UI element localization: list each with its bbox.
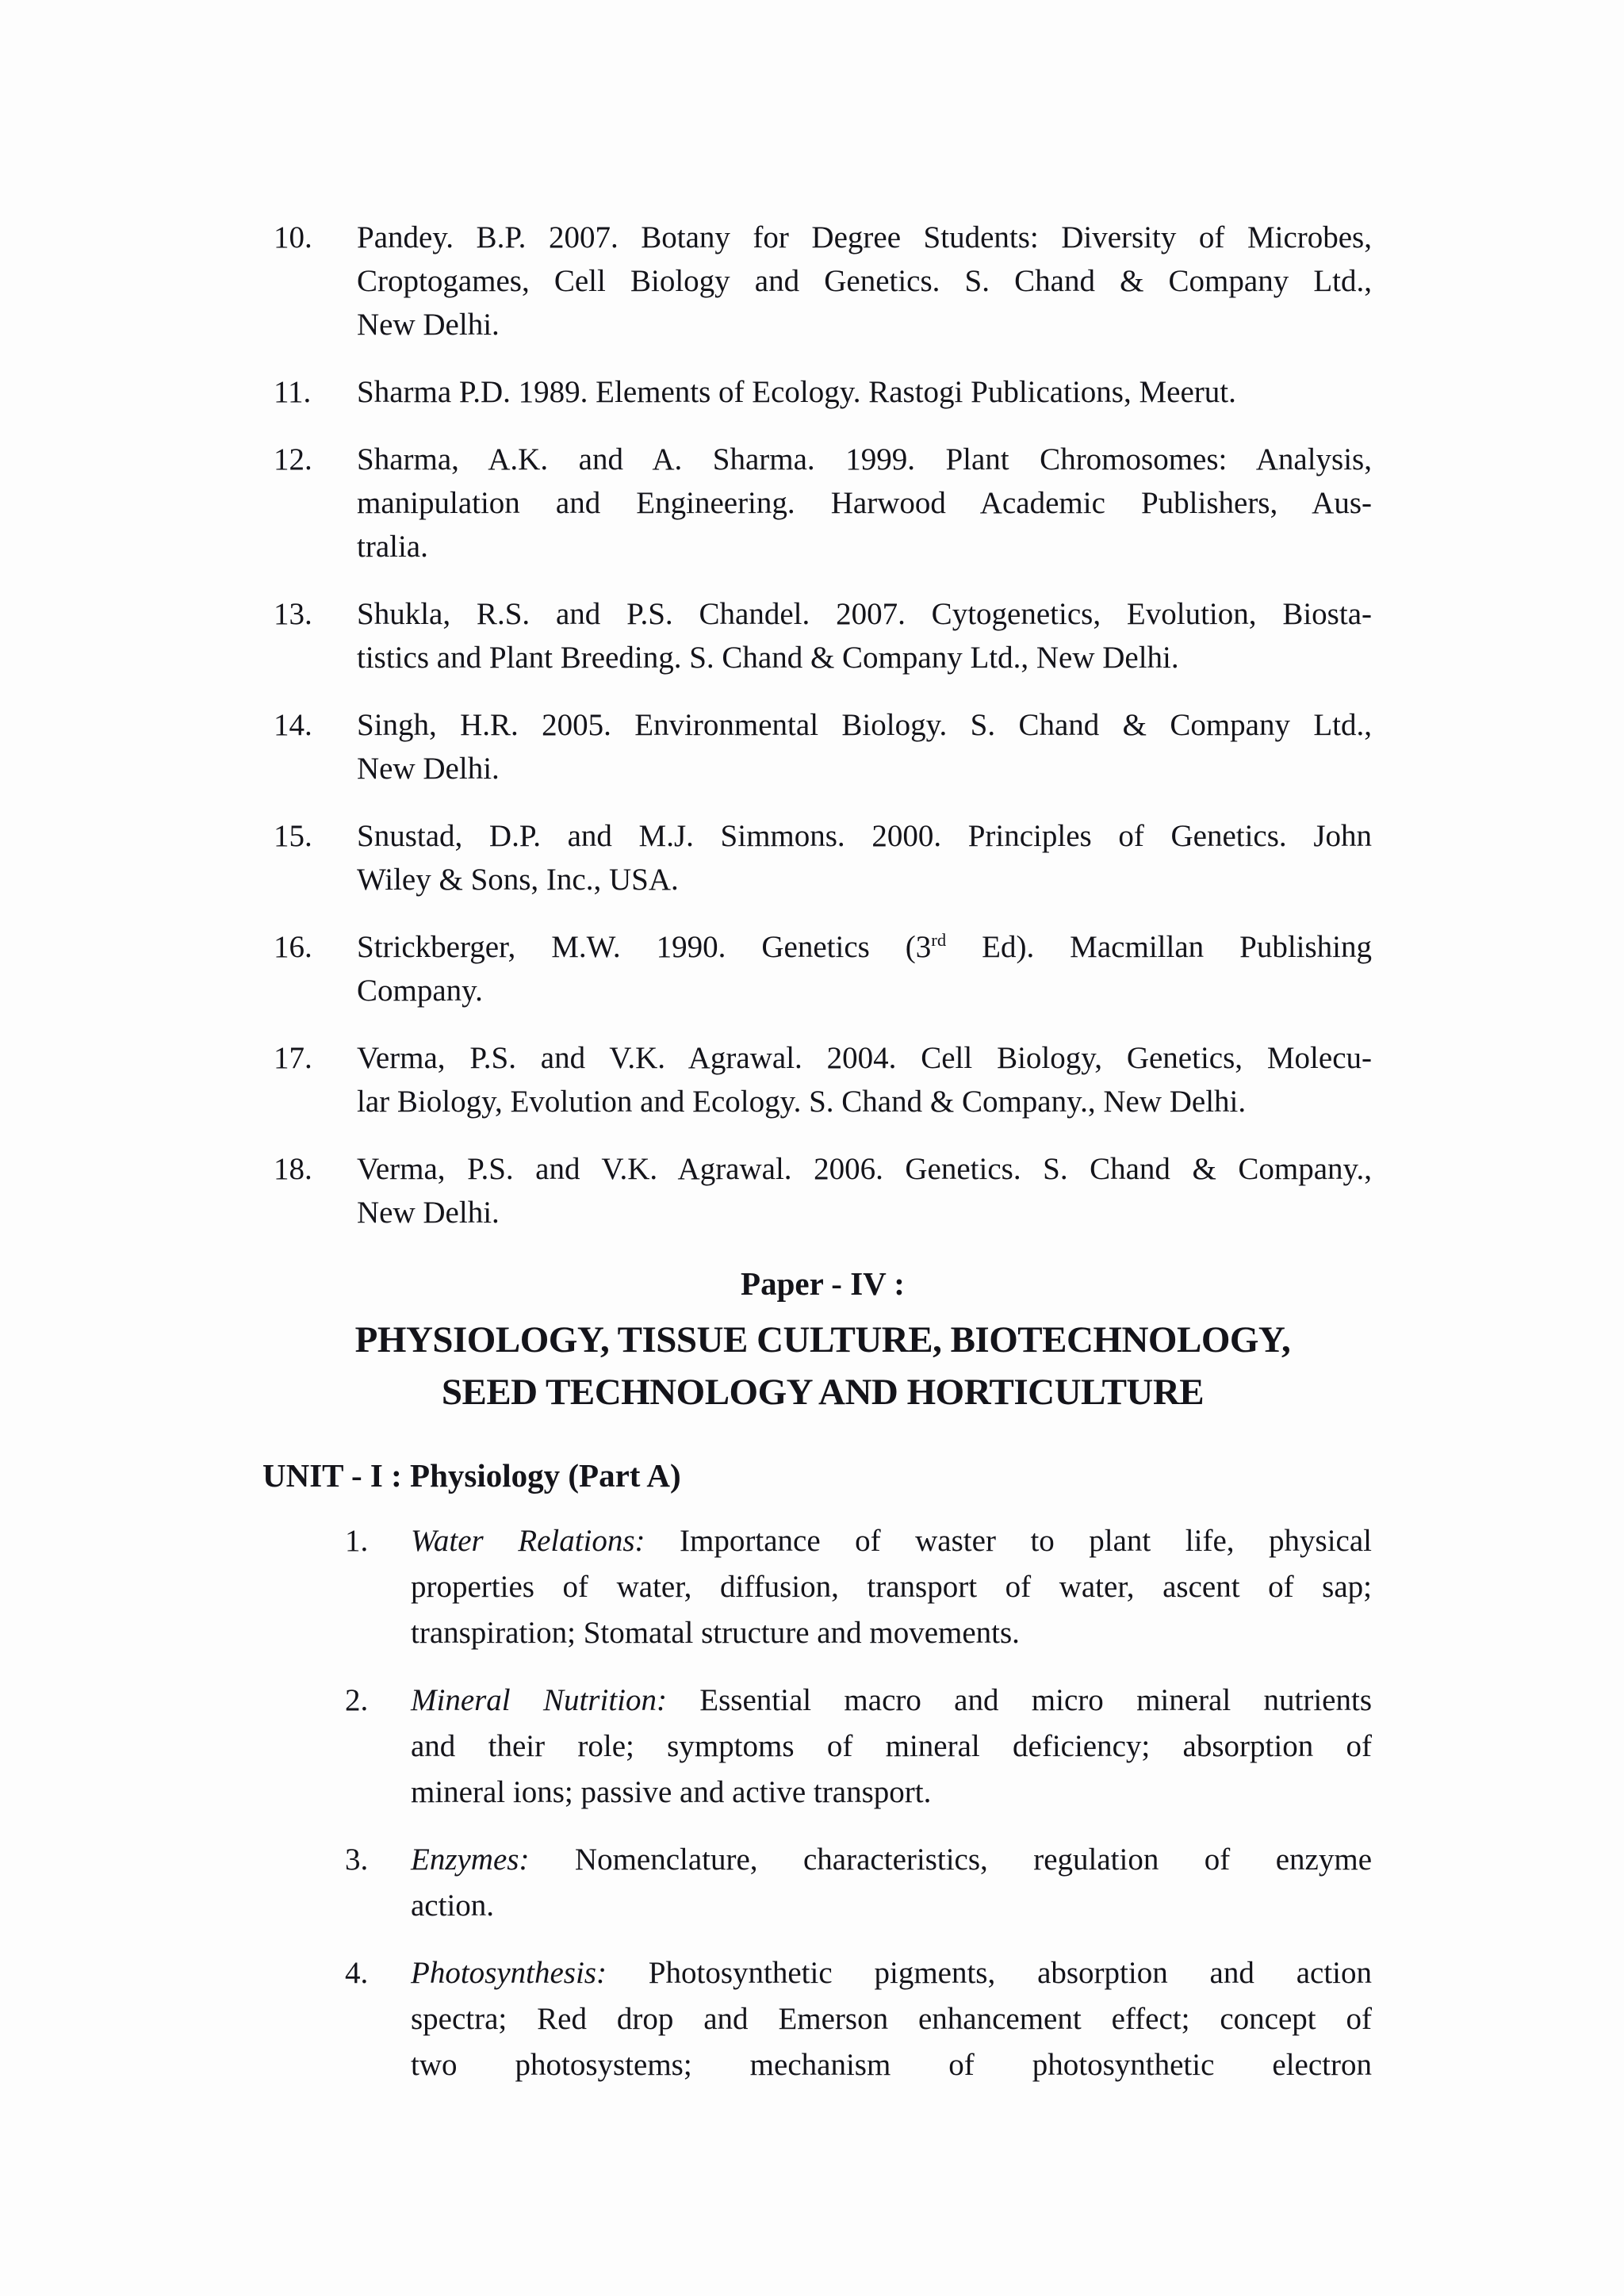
reference-text: [357, 592, 1372, 679]
reference-line: New Delhi.: [357, 752, 500, 786]
topic-text: [411, 1950, 1372, 2088]
paper-title-line: PHYSIOLOGY, TISSUE CULTURE, BIOTECHNOLOGY,: [354, 1319, 1291, 1360]
reference-line-segment: Ed). Macmillan Publishing: [946, 930, 1372, 964]
topic-line: two photosystems; mechanism of photosynthetic electron: [411, 2048, 1372, 2082]
topic-lead: Enzymes:: [411, 1843, 530, 1877]
reference-text: [357, 438, 1372, 568]
topic-text: [411, 1837, 1372, 1929]
reference-line: Sharma P.D. 1989. Elements of Ecology. Rastogi Publications, Meerut.: [357, 375, 1236, 409]
reference-number: 12.: [274, 442, 312, 476]
reference-line: New Delhi.: [357, 308, 500, 342]
topic-line: spectra; Red drop and Emerson enhancement effect; concept of: [411, 2002, 1372, 2036]
paper-heading: Paper - IV :: [741, 1265, 905, 1302]
topic-lead: Mineral Nutrition:: [411, 1683, 667, 1717]
topic-line: properties of water, diffusion, transport of water, ascent of sap;: [411, 1570, 1372, 1604]
reference-text: [357, 1147, 1372, 1234]
reference-line: manipulation and Engineering. Harwood Academic Publishers, Aus-: [357, 486, 1372, 520]
topic-text: [411, 1678, 1372, 1816]
reference-text: [357, 370, 1372, 414]
topic-number: 4.: [345, 1956, 369, 1990]
reference-number: 17.: [274, 1041, 312, 1075]
topic-item: [345, 1950, 1372, 2088]
topic-line-segment: Importance of waster to plant life, physical: [645, 1524, 1372, 1558]
paper-title: [274, 1314, 1372, 1418]
topic-line-segment: Nomenclature, characteristics, regulation of enzyme: [529, 1843, 1372, 1877]
reference-line: Shukla, R.S. and P.S. Chandel. 2007. Cytogenetics, Evolution, Biosta-: [357, 597, 1372, 631]
reference-line: Pandey. B.P. 2007. Botany for Degree Students: Diversity of Microbes,: [357, 220, 1372, 254]
reference-item: [274, 438, 1372, 568]
reference-text: [357, 814, 1372, 901]
reference-number: 14.: [274, 708, 312, 742]
reference-line: New Delhi.: [357, 1196, 500, 1230]
reference-line: [357, 925, 1372, 969]
topic-item: [345, 1837, 1372, 1929]
topic-number: 3.: [345, 1843, 369, 1877]
topic-line: transpiration; Stomatal structure and movements.: [411, 1616, 1020, 1650]
reference-line: Company.: [357, 974, 483, 1008]
topic-lead: Photosynthesis:: [411, 1956, 607, 1990]
reference-item: [274, 703, 1372, 790]
reference-number: 18.: [274, 1152, 312, 1186]
reference-number: 11.: [274, 375, 312, 409]
reference-number: 10.: [274, 220, 312, 254]
reference-text: [357, 216, 1372, 346]
topic-item: [345, 1518, 1372, 1656]
reference-line: Verma, P.S. and V.K. Agrawal. 2006. Genetics. S. Chand & Company.,: [357, 1152, 1372, 1186]
topic-item: [345, 1678, 1372, 1816]
reference-item: [274, 370, 1372, 414]
references-list: [274, 216, 1372, 1234]
topic-line: mineral ions; passive and active transport.: [411, 1775, 932, 1809]
topic-number: 1.: [345, 1524, 369, 1558]
reference-line: tralia.: [357, 530, 428, 564]
topic-line: [411, 1950, 1372, 1996]
reference-item: [274, 925, 1372, 1012]
reference-line: Singh, H.R. 2005. Environmental Biology. S. Chand & Company Ltd.,: [357, 708, 1372, 742]
reference-item: [274, 1147, 1372, 1234]
topic-list: [274, 1518, 1372, 2088]
reference-number: 16.: [274, 930, 312, 964]
reference-item: [274, 1036, 1372, 1123]
topic-number: 2.: [345, 1683, 369, 1717]
reference-item: [274, 592, 1372, 679]
reference-line: Croptogames, Cell Biology and Genetics. S. Chand & Company Ltd.,: [357, 264, 1372, 298]
reference-line-segment: Strickberger, M.W. 1990. Genetics (3: [357, 930, 932, 964]
topic-line-segment: Photosynthetic pigments, absorption and action: [606, 1956, 1372, 1990]
superscript-ordinal: rd: [931, 930, 947, 950]
unit-heading: UNIT - I : Physiology (Part A): [262, 1457, 681, 1494]
reference-line: Wiley & Sons, Inc., USA.: [357, 863, 679, 897]
topic-line-segment: Essential macro and micro mineral nutrients: [666, 1683, 1372, 1717]
reference-number: 13.: [274, 597, 312, 631]
reference-line: lar Biology, Evolution and Ecology. S. Chand & Company., New Delhi.: [357, 1085, 1247, 1119]
topic-lead: Water Relations:: [411, 1524, 645, 1558]
topic-line: [411, 1678, 1372, 1724]
reference-number: 15.: [274, 819, 312, 853]
reference-line: tistics and Plant Breeding. S. Chand & Company Ltd., New Delhi.: [357, 641, 1179, 675]
reference-line: Snustad, D.P. and M.J. Simmons. 2000. Principles of Genetics. John: [357, 819, 1372, 853]
reference-text: [357, 703, 1372, 790]
topic-line: and their role; symptoms of mineral deficiency; absorption of: [411, 1729, 1372, 1763]
reference-text: [357, 1036, 1372, 1123]
reference-line: Sharma, A.K. and A. Sharma. 1999. Plant Chromosomes: Analysis,: [357, 442, 1372, 476]
paper-title-line: SEED TECHNOLOGY AND HORTICULTURE: [441, 1372, 1205, 1413]
topic-text: [411, 1518, 1372, 1656]
topic-line: [411, 1837, 1372, 1883]
reference-item: [274, 216, 1372, 346]
topic-line: action.: [411, 1888, 495, 1923]
topic-line: [411, 1518, 1372, 1564]
reference-line: Verma, P.S. and V.K. Agrawal. 2004. Cell Biology, Genetics, Molecu-: [357, 1041, 1372, 1075]
reference-item: [274, 814, 1372, 901]
reference-text: [357, 925, 1372, 1012]
